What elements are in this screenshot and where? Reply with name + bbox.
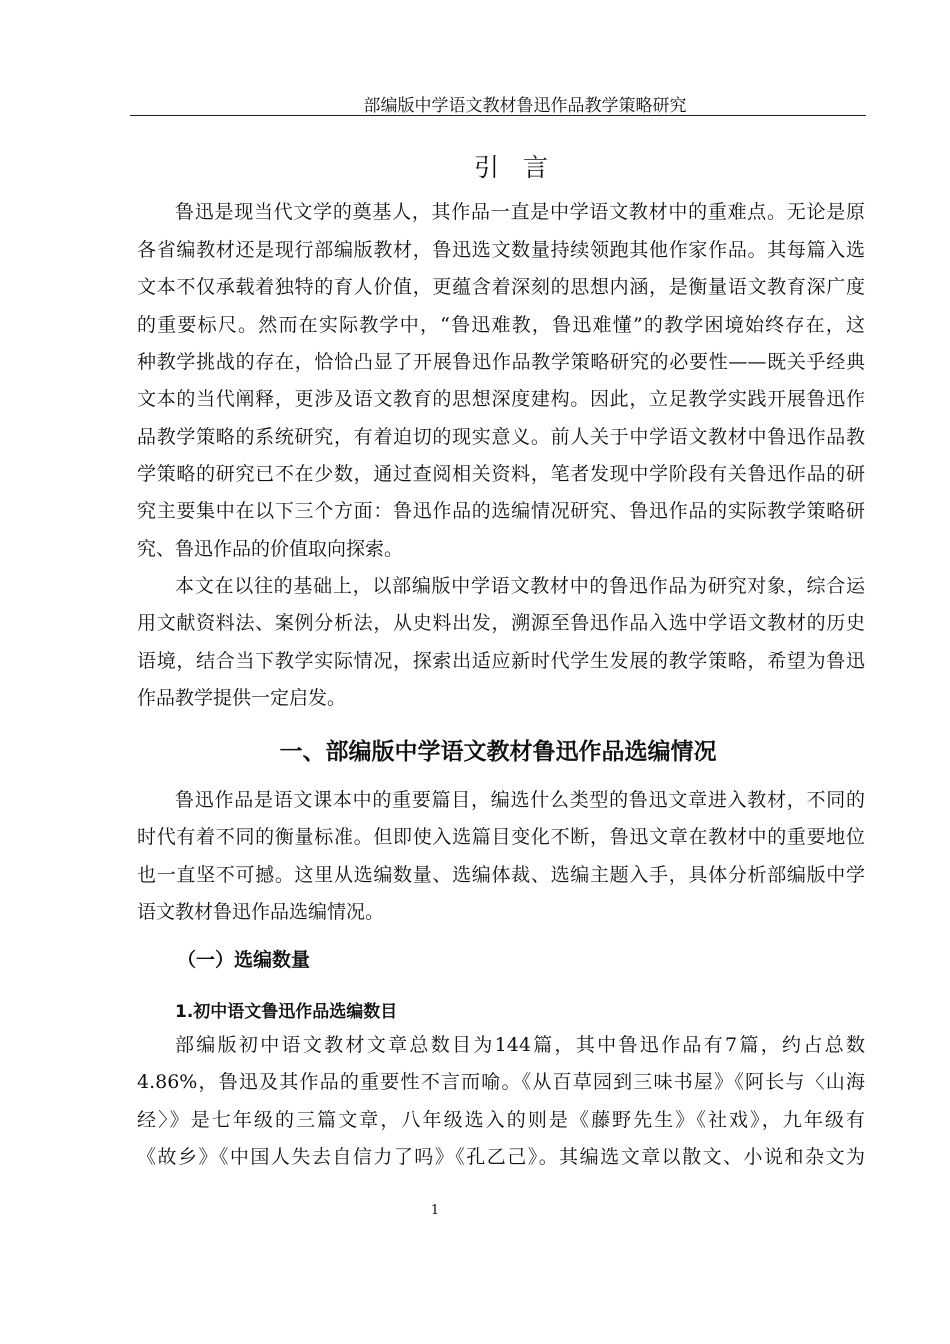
text-line: 语境，结合当下教学实际情况，探索出适应新时代学生发展的教学策略，希望为鲁迅 — [137, 650, 865, 672]
text-line: 时代有着不同的衡量标准。但即使入选篇目变化不断，鲁迅文章在教材中的重要地位 — [137, 826, 865, 848]
text-line: 本文在以往的基础上，以部编版中学语文教材中的鲁迅作品为研究对象，综合运 — [175, 575, 865, 597]
section-heading: 一、部编版中学语文教材鲁迅作品选编情况 — [279, 739, 717, 765]
text-line: 语文教材鲁迅作品选编情况。 — [137, 901, 385, 923]
text-line: 经〉》是七年级的三篇文章，八年级选入的则是《藤野先生》《社戏》，九年级有 — [137, 1109, 865, 1131]
running-header: 部编版中学语文教材鲁迅作品教学策略研究 — [363, 96, 687, 116]
text-line: 4.86%，鲁迅及其作品的重要性不言而喻。《从百草园到三味书屋》《阿长与〈山海 — [137, 1071, 865, 1093]
page-title: 引言 — [473, 153, 572, 182]
text-line: 文本的当代阐释，更涉及语文教育的思想深度建构。因此，立足教学实践开展鲁迅作 — [137, 388, 865, 410]
text-line: 文本不仅承载着独特的育人价值，更蕴含着深刻的思想内涵，是衡量语文教育深广度 — [137, 276, 865, 298]
text-line: 究主要集中在以下三个方面：鲁迅作品的选编情况研究、鲁迅作品的实际教学策略研 — [137, 500, 865, 522]
text-line: 鲁迅是现当代文学的奠基人，其作品一直是中学语文教材中的重难点。无论是原 — [175, 201, 865, 223]
text-line: 《故乡》《中国人失去自信力了吗》《孔乙己》。其编选文章以散文、小说和杂文为 — [137, 1146, 865, 1168]
subsection-heading: （一）选编数量 — [177, 949, 311, 971]
text-line: 部编版初中语文教材文章总数目为144篇，其中鲁迅作品有7篇，约占总数 — [175, 1034, 865, 1056]
text-line: 品教学策略的系统研究，有着迫切的现实意义。前人关于中学语文教材中鲁迅作品教 — [137, 426, 865, 448]
header-rule — [130, 115, 866, 116]
text-line: 学策略的研究已不在少数，通过查阅相关资料，笔者发现中学阶段有关鲁迅作品的研 — [137, 463, 865, 485]
text-line: 用文献资料法、案例分析法，从史料出发，溯源至鲁迅作品入选中学语文教材的历史 — [137, 612, 865, 634]
text-line: 究、鲁迅作品的价值取向探索。 — [137, 538, 404, 560]
page-number: 1 — [430, 1203, 440, 1218]
item-heading: 1.初中语文鲁迅作品选编数目 — [175, 1002, 398, 1022]
text-line: 种教学挑战的存在，恰恰凸显了开展鲁迅作品教学策略研究的必要性——既关乎经典 — [137, 351, 865, 373]
text-line: 也一直坚不可撼。这里从选编数量、选编体裁、选编主题入手，具体分析部编版中学 — [137, 864, 865, 886]
text-line: 鲁迅作品是语文课本中的重要篇目，编选什么类型的鲁迅文章进入教材，不同的 — [175, 789, 865, 811]
text-line: 各省编教材还是现行部编版教材，鲁迅选文数量持续领跑其他作家作品。其每篇入选 — [137, 239, 865, 261]
text-line: 作品教学提供一定启发。 — [137, 687, 347, 709]
text-line: 的重要标尺。然而在实际教学中，“鲁迅难教，鲁迅难懂”的教学困境始终存在，这 — [137, 314, 865, 336]
